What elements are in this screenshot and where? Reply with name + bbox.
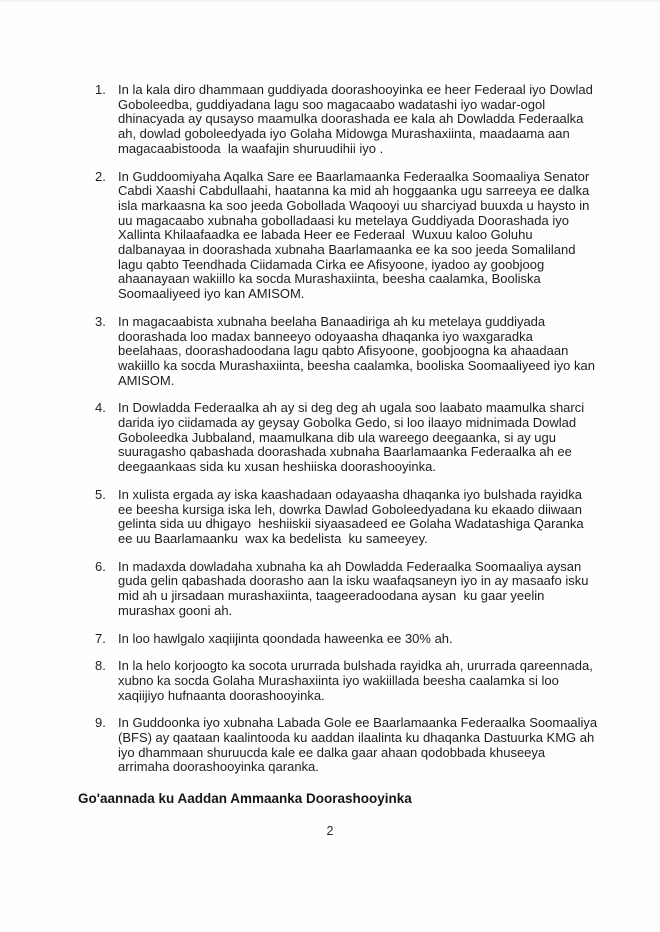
item-text: In la helo korjoogto ka socota ururrada bulshada rayidka ah, ururrada qareennada, xubno ka socda Golaha Murashaxiinta iyo wakiillada beesha caalamka si loo xaqiijiyo hufnaanta doorashooyinka. (118, 658, 597, 703)
list-item (95, 315, 624, 389)
item-number: 4. (95, 400, 106, 416)
list-item (95, 632, 624, 647)
item-number: 8. (95, 658, 106, 674)
item-number: 2. (95, 168, 106, 184)
item-text: In la kala diro dhammaan guddiyada doorashooyinka ee heer Federaal iyo Dowlad Goboleedba, guddiyadana lagu soo magacaabo wadatashi iyo wadar-ogol dhinacyada ay qusayso maamulka doorashada ee kala ah Dowladda Federaalka ah, dowlad goboleedyada iyo Golaha Midowga Murashaxiinta, maadaama aan magacaabistooda la waafajin shuruudihii iyo . (118, 82, 597, 156)
list-item (95, 401, 624, 475)
list-item (95, 83, 624, 157)
resolutions-list (0, 83, 660, 775)
item-number: 3. (95, 313, 106, 329)
list-item (95, 488, 624, 547)
item-number: 7. (95, 630, 106, 646)
item-text: In xulista ergada ay iska kaashadaan odayaasha dhaqanka iyo bulshada rayidka ee beesha kursiga iska leh, dowrka Dawlad Goboleedyadana ku ekaado diiwaan gelinta sida uu dhigayo heshiiskii siyaasadeed ee Golaha Wadatashiga Qaranka ee uu Baarlamaanku wax ka bedelista ku sameeyey. (118, 486, 591, 546)
list-item (95, 560, 624, 619)
item-text: In magacaabista xubnaha beelaha Banaadiriga ah ku metelaya guddiyada doorashada loo madax banneeyo odoyaasha dhaqanka iyo waxgaradka beelahaas, doorashadoodana lagu qabto Afisyoone, goobjoogna ka ahaadaan wakiillo ka socda Murashaxiinta, beesha caalamka, booliska Soomaaliyeed iyo kan AMISOM. (118, 313, 598, 388)
item-text: In loo hawlgalo xaqiijinta qoondada haweenka ee 30% ah. (118, 630, 453, 646)
item-text: In madaxda dowladaha xubnaha ka ah Dowladda Federaalka Soomaaliya aysan guda gelin qabashada doorasho aan la isku waafaqsaneyn iyo in ay masaafo isku mid ah u jirsadaan murashaxiinta, taageeradoodana aysan ku gaar yeelin murashax gooni ah. (118, 558, 593, 618)
section-heading: Go'aannada ku Aaddan Ammaanka Doorashooyinka (78, 791, 412, 807)
list-item (95, 659, 624, 703)
page-number: 2 (326, 824, 334, 839)
item-number: 1. (95, 82, 106, 97)
item-text: In Guddoonka iyo xubnaha Labada Gole ee Baarlamaanka Federaalka Soomaaliya (BFS) ay qaataan kaalintooda ku aaddan ilaalinta ku dhaqanka Dastuurka KMG ah iyo dhammaan shuruucda kale ee dalka gaar ahaan qodobbada khuseeya arrimaha doorashooyinka qaranka. (118, 715, 601, 775)
item-number: 9. (95, 715, 106, 731)
item-text: In Guddoomiyaha Aqalka Sare ee Baarlamaanka Federaalka Soomaaliya Senator Cabdi Xaashi Cabdullaahi, haatanna ka mid ah hoggaanka ugu sarreeya ee dalka isla markaasna ka soo jeeda Gobollada Waqooyi uu sharciyad buuxda u haysto in uu magacaabo xubnaha gobolladaasi ku metelaya Guddiyada Doorashada iyo Xallinta Khilaafaadka ee labada Heer ee Federaal Wuxuu kaloo Goluhu dalbanayaa in doorashada xubnaha Baarlamaanka ee ka soo jeeda Somaliland lagu qabto Teendhada Ciidamada Cirka ee Afisyoone, iyadoo ay goobjoog ahaanayaan wakiillo ka socda Murashaxiinta, beesha caalamka, Booliska Soomaaliyeed iyo kan AMISOM. (118, 168, 594, 302)
item-number: 5. (95, 486, 106, 502)
item-text: In Dowladda Federaalka ah ay si deg deg ah ugala soo laabato maamulka sharci darida iyo ciidamada ay geysay Gobolka Gedo, si loo ilaayo midnimada Dowlad Goboleedka Jubbaland, maamulkana dib ula wareego deegaanka, si ay ugu suuragasho qabashada doorashada xubnaha Baarlamaanka Federaalka ah ee deegaankaas sida ku xusan heshiiska doorashooyinka. (118, 400, 588, 475)
list-item (95, 170, 624, 302)
list-item (95, 716, 624, 775)
item-number: 6. (95, 558, 106, 574)
